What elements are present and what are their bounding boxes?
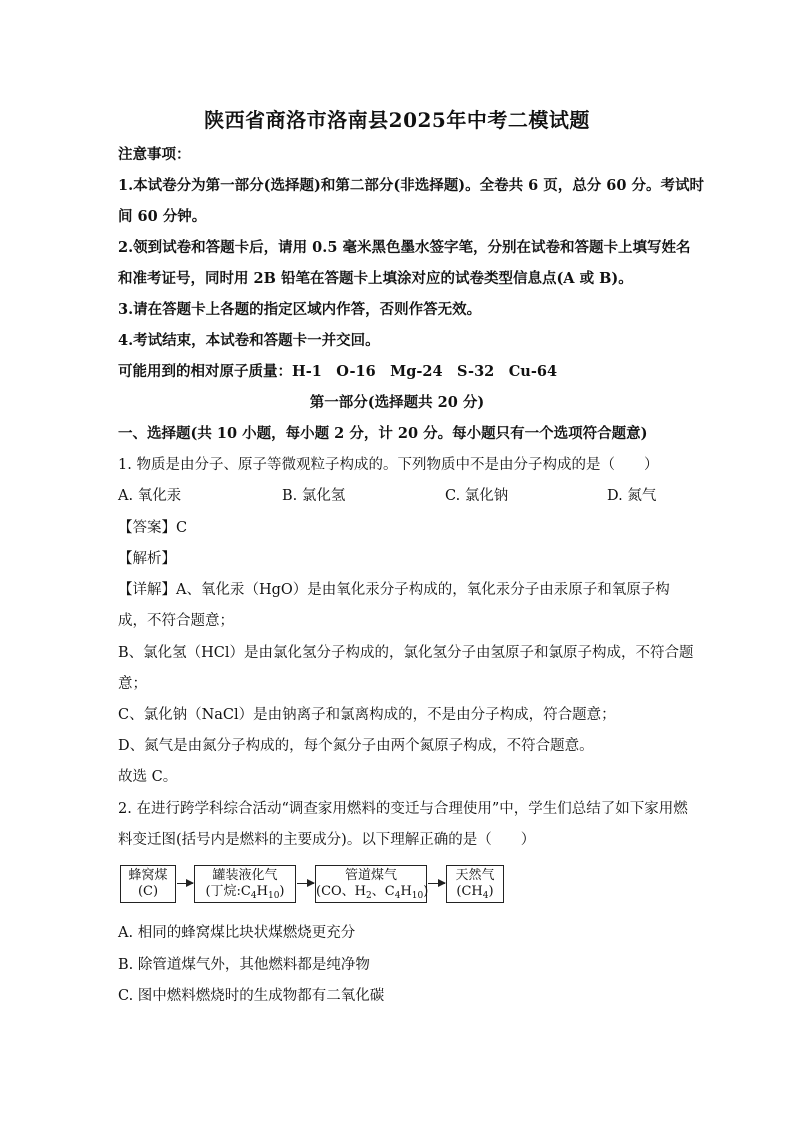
fuel-box-1-name: 蜂窝煤 bbox=[128, 868, 168, 883]
q1-analysis: 【解析】 bbox=[118, 551, 176, 567]
q2-option-a: A. 相同的蜂窝煤比块状煤燃烧更充分 bbox=[118, 925, 356, 941]
fuel-box-honeycomb-coal bbox=[120, 865, 176, 903]
arrow-3 bbox=[428, 883, 445, 884]
arrow-2 bbox=[297, 883, 314, 884]
q1-detail-b1: B、氯化氢（HCl）是由氯化氢分子构成的，氯化氢分子由氢原子和氯原子构成，不符合题 bbox=[118, 645, 694, 661]
page-title: 陕西省商洛市洛南县2025年中考二模试题 bbox=[204, 108, 590, 132]
fuel-box-2-name: 罐装液化气 bbox=[212, 868, 278, 883]
notice-item-2a: 2.领到试卷和答题卡后，请用 0.5 毫米黑色墨水签字笔，分别在试卷和答题卡上填写姓名 bbox=[118, 239, 691, 256]
part1-heading: 第一部分(选择题共 20 分) bbox=[309, 394, 485, 411]
q1-detail-a2: 成，不符合题意； bbox=[118, 613, 234, 629]
notice-item-4: 4.考试结束，本试卷和答题卡一并交回。 bbox=[118, 332, 380, 349]
q1-conclusion: 故选 C。 bbox=[118, 769, 178, 785]
q1-detail-a1: 【详解】A、氧化汞（HgO）是由氧化汞分子构成的，氧化汞分子由汞原子和氧原子构 bbox=[118, 582, 670, 598]
fuel-box-1-formula: (C) bbox=[137, 884, 159, 899]
fuel-box-4-name: 天然气 bbox=[455, 868, 495, 883]
atomic-mass-line: 可能用到的相对原子质量：H-1 O-16 Mg-24 S-32 Cu-64 bbox=[118, 363, 558, 380]
fuel-box-lpg bbox=[194, 865, 296, 903]
fuel-box-2-formula: (丁烷$:C_4H_{10}$) bbox=[205, 884, 285, 901]
q1-option-d: D. 氮气 bbox=[607, 488, 657, 504]
q1-option-c: C. 氯化钠 bbox=[445, 488, 509, 504]
q1-detail-c: C、氯化钠（NaCl）是由钠离子和氯离构成的，不是由分子构成，符合题意； bbox=[118, 707, 616, 723]
arrow-1 bbox=[177, 883, 193, 884]
q1-stem: 1. 物质是由分子、原子等微观粒子构成的。下列物质中不是由分子构成的是（ ） bbox=[118, 457, 659, 473]
fuel-box-natural-gas bbox=[446, 865, 504, 903]
q1-detail-d: D、氮气是由氮分子构成的，每个氮分子由两个氮原子构成，不符合题意。 bbox=[118, 738, 594, 754]
fuel-box-4-formula: $(CH_4)$ bbox=[456, 884, 494, 901]
q2-stem-a: 2. 在进行跨学科综合活动“调查家用燃料的变迁与合理使用”中，学生们总结了如下家用燃 bbox=[118, 801, 688, 817]
section1-heading: 一、选择题(共 10 小题，每小题 2 分，计 20 分。每小题只有一个选项符合题意) bbox=[118, 425, 648, 442]
q1-answer: 【答案】C bbox=[118, 520, 188, 536]
fuel-box-3-formula: (CO、$H_2$、$C_4H_{10}$) bbox=[316, 884, 429, 901]
q1-option-a: A. 氧化汞 bbox=[118, 488, 182, 504]
q2-option-b: B. 除管道煤气外，其他燃料都是纯净物 bbox=[118, 957, 370, 973]
fuel-box-pipeline-gas bbox=[315, 865, 427, 903]
q2-option-c: C. 图中燃料燃烧时的生成物都有二氧化碳 bbox=[118, 988, 385, 1004]
notice-item-2b: 和准考证号，同时用 2B 铅笔在答题卡上填涂对应的试卷类型信息点(A 或 B)。 bbox=[118, 270, 633, 287]
q1-detail-b2: 意； bbox=[118, 676, 147, 692]
q1-option-b: B. 氯化氢 bbox=[282, 488, 346, 504]
notice-item-3: 3.请在答题卡上各题的指定区域内作答，否则作答无效。 bbox=[118, 301, 482, 318]
fuel-change-diagram bbox=[120, 865, 495, 905]
fuel-box-3-name: 管道煤气 bbox=[344, 868, 397, 883]
notice-heading: 注意事项： bbox=[118, 146, 191, 163]
q2-stem-b: 料变迁图(括号内是燃料的主要成分)。以下理解正确的是（ ） bbox=[118, 832, 536, 848]
notice-item-1a: 1.本试卷分为第一部分(选择题)和第二部分(非选择题)。全卷共 6 页，总分 60 分。考试时 bbox=[118, 177, 705, 194]
notice-item-1b: 间 60 分钟。 bbox=[118, 208, 207, 225]
